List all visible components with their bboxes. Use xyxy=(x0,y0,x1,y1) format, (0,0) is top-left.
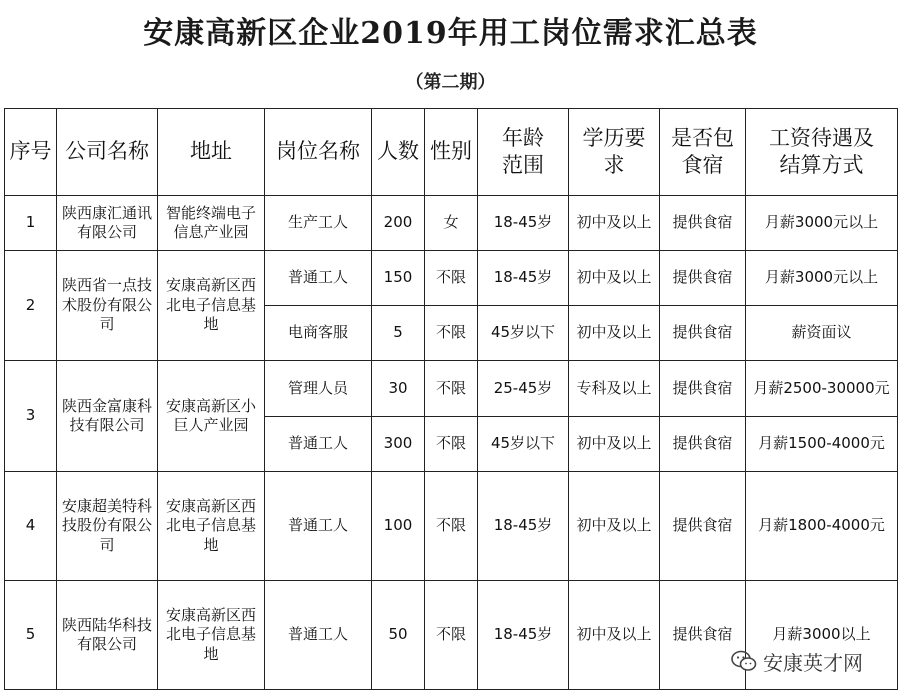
table-body xyxy=(5,196,898,690)
header-company: 公司名称 xyxy=(57,109,158,196)
job-demand-table xyxy=(4,108,898,690)
cell-count: 100 xyxy=(372,472,425,581)
header-wage: 工资待遇及 结算方式 xyxy=(746,109,898,196)
cell-gender: 不限 xyxy=(425,581,478,690)
page-title: 安康高新区企业2019年用工岗位需求汇总表 xyxy=(143,16,758,51)
cell-no: 3 xyxy=(5,361,57,472)
cell-education: 初中及以上 xyxy=(569,472,660,581)
cell-gender: 不限 xyxy=(425,251,478,306)
cell-board: 提供食宿 xyxy=(660,417,746,472)
cell-age: 18-45岁 xyxy=(478,251,569,306)
cell-age: 45岁以下 xyxy=(478,306,569,361)
cell-company: 陕西省一点技术股份有限公司 xyxy=(57,251,158,361)
header-address: 地址 xyxy=(158,109,265,196)
cell-wage: 月薪1800-4000元 xyxy=(746,472,898,581)
cell-education: 初中及以上 xyxy=(569,196,660,251)
cell-age: 18-45岁 xyxy=(478,581,569,690)
header-age: 年龄 范围 xyxy=(478,109,569,196)
header-board: 是否包 食宿 xyxy=(660,109,746,196)
header-count: 人数 xyxy=(372,109,425,196)
cell-count: 150 xyxy=(372,251,425,306)
cell-wage: 月薪3000元以上 xyxy=(746,251,898,306)
cell-count: 30 xyxy=(372,361,425,417)
cell-education: 初中及以上 xyxy=(569,581,660,690)
cell-address: 安康高新区西北电子信息基地 xyxy=(158,472,265,581)
cell-wage: 月薪2500-30000元 xyxy=(746,361,898,417)
cell-age: 25-45岁 xyxy=(478,361,569,417)
cell-company: 陕西金富康科技有限公司 xyxy=(57,361,158,472)
cell-no: 5 xyxy=(5,581,57,690)
watermark-text: 安康英才网 xyxy=(763,650,863,675)
cell-position: 普通工人 xyxy=(265,417,372,472)
cell-no: 4 xyxy=(5,472,57,581)
cell-age: 18-45岁 xyxy=(478,472,569,581)
cell-education: 初中及以上 xyxy=(569,417,660,472)
cell-company: 陕西陆华科技有限公司 xyxy=(57,581,158,690)
header-no: 序号 xyxy=(5,109,57,196)
cell-no: 2 xyxy=(5,251,57,361)
cell-position: 生产工人 xyxy=(265,196,372,251)
cell-address: 安康高新区小巨人产业园 xyxy=(158,361,265,472)
cell-no: 1 xyxy=(5,196,57,251)
cell-wage: 月薪3000以上 xyxy=(746,581,898,690)
wechat-icon xyxy=(731,650,757,672)
cell-company: 陕西康汇通讯有限公司 xyxy=(57,196,158,251)
cell-wage: 月薪1500-4000元 xyxy=(746,417,898,472)
cell-position: 普通工人 xyxy=(265,472,372,581)
header-position: 岗位名称 xyxy=(265,109,372,196)
cell-board: 提供食宿 xyxy=(660,306,746,361)
cell-education: 专科及以上 xyxy=(569,361,660,417)
cell-gender: 不限 xyxy=(425,472,478,581)
table-row xyxy=(5,251,898,306)
cell-age: 45岁以下 xyxy=(478,417,569,472)
cell-gender: 女 xyxy=(425,196,478,251)
cell-address: 智能终端电子信息产业园 xyxy=(158,196,265,251)
table-row xyxy=(5,196,898,251)
cell-wage: 月薪3000元以上 xyxy=(746,196,898,251)
cell-gender: 不限 xyxy=(425,361,478,417)
cell-address: 安康高新区西北电子信息基地 xyxy=(158,581,265,690)
cell-position: 普通工人 xyxy=(265,581,372,690)
cell-wage: 薪资面议 xyxy=(746,306,898,361)
cell-address: 安康高新区西北电子信息基地 xyxy=(158,251,265,361)
table-row xyxy=(5,472,898,581)
page-subtitle: （第二期） xyxy=(405,72,496,93)
cell-count: 50 xyxy=(372,581,425,690)
cell-count: 300 xyxy=(372,417,425,472)
cell-gender: 不限 xyxy=(425,306,478,361)
cell-board: 提供食宿 xyxy=(660,472,746,581)
cell-education: 初中及以上 xyxy=(569,251,660,306)
header-education: 学历要 求 xyxy=(569,109,660,196)
cell-company: 安康超美特科技股份有限公司 xyxy=(57,472,158,581)
cell-board: 提供食宿 xyxy=(660,581,746,690)
cell-position: 电商客服 xyxy=(265,306,372,361)
header-row xyxy=(5,109,898,196)
cell-board: 提供食宿 xyxy=(660,361,746,417)
watermark xyxy=(731,646,863,676)
cell-education: 初中及以上 xyxy=(569,306,660,361)
cell-age: 18-45岁 xyxy=(478,196,569,251)
cell-board: 提供食宿 xyxy=(660,251,746,306)
cell-count: 5 xyxy=(372,306,425,361)
cell-board: 提供食宿 xyxy=(660,196,746,251)
cell-position: 普通工人 xyxy=(265,251,372,306)
cell-position: 管理人员 xyxy=(265,361,372,417)
header-gender: 性别 xyxy=(425,109,478,196)
cell-count: 200 xyxy=(372,196,425,251)
cell-gender: 不限 xyxy=(425,417,478,472)
table-row xyxy=(5,361,898,417)
